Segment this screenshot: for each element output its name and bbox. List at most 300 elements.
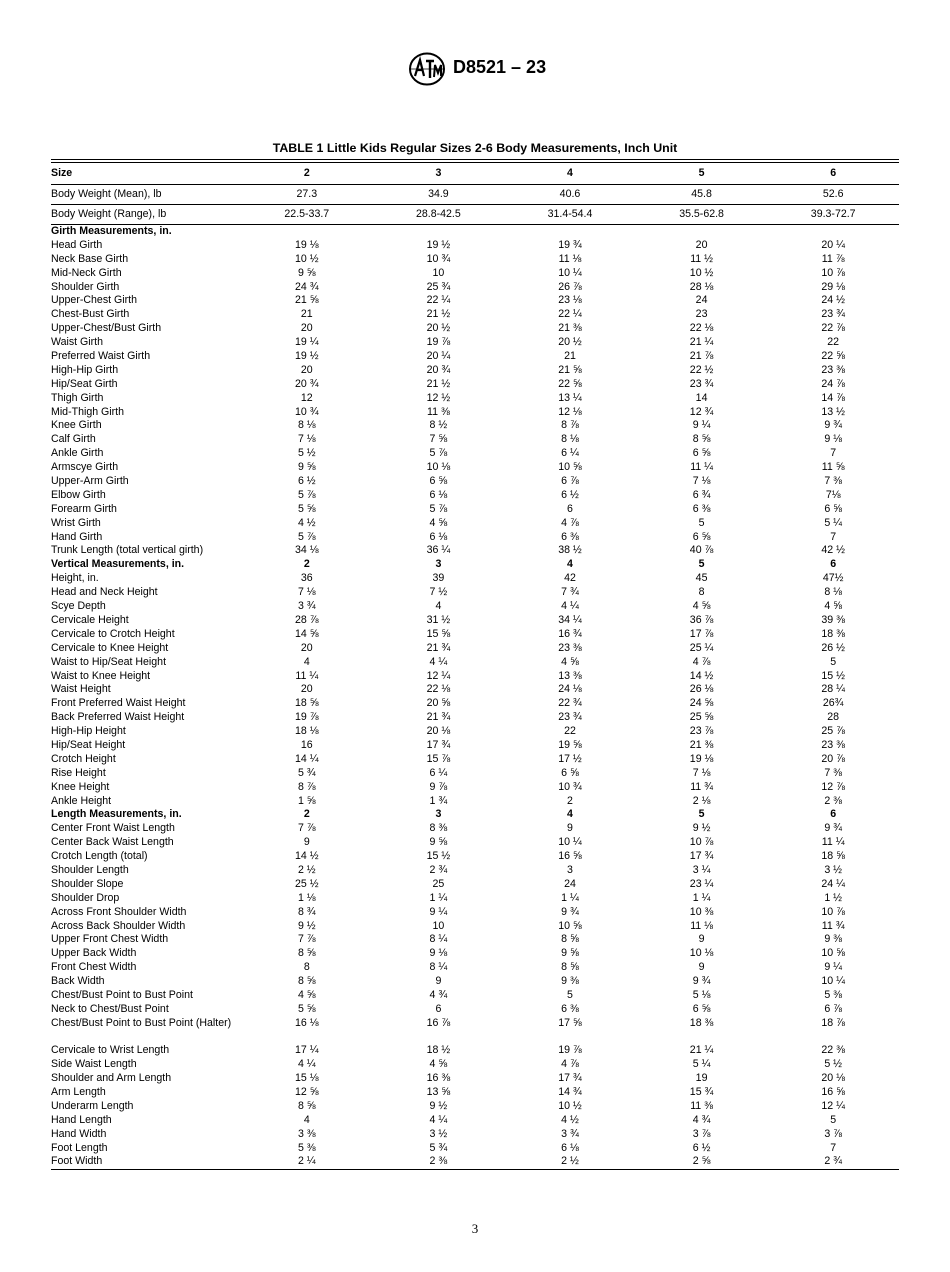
cell-value: 15 ⅝ — [426, 627, 451, 640]
table-row — [51, 503, 899, 517]
document-id: D8521 – 23 — [453, 57, 547, 77]
table-row — [51, 711, 899, 725]
cell-value: 17 ¾ — [558, 1072, 582, 1085]
cell-value: 2 ¾ — [767, 1155, 899, 1169]
cell-value: 9 — [567, 822, 573, 835]
table-row — [51, 205, 899, 225]
cell-value: 9 ⅞ — [429, 780, 448, 793]
cell-value: 21 ¾ — [426, 641, 451, 654]
cell-value: 8 ⅞ — [561, 419, 579, 432]
cell-value: 22 ¾ — [558, 697, 582, 710]
cell-value: 10 ⅜ — [689, 905, 714, 918]
cell-value: 26¾ — [822, 697, 844, 710]
cell-value: 3 — [435, 558, 442, 571]
row-label: Upper-Arm Girth — [51, 475, 129, 488]
cell-value: 4 ⅞ — [561, 516, 579, 529]
cell-value: 1 ⅝ — [297, 794, 316, 807]
table-row — [51, 378, 899, 392]
cell-value: 19 ⅞ — [558, 1044, 582, 1057]
table-row — [51, 1044, 899, 1058]
cell-value: 14 ½ — [689, 669, 714, 682]
row-label: Center Back Waist Length — [51, 836, 174, 849]
table-row — [51, 781, 899, 795]
cell-value: 6 ¼ — [561, 447, 579, 460]
cell-value: 8 ⅝ — [297, 1099, 316, 1112]
cell-value: 5 ½ — [297, 447, 316, 460]
cell-value: 4 ¾ — [692, 1113, 711, 1126]
table-row — [51, 433, 899, 447]
cell-value: 5 ⅞ — [429, 447, 448, 460]
table-row — [51, 1086, 899, 1100]
cell-value: 25 ⅞ — [821, 725, 845, 738]
cell-value: 2 — [303, 808, 310, 821]
table-row — [51, 336, 899, 350]
row-label: Preferred Waist Girth — [51, 350, 151, 363]
table-header-row — [51, 163, 899, 185]
cell-value: 9 ¾ — [692, 975, 711, 988]
cell-value: 38 ½ — [558, 544, 582, 557]
cell-value: 31.4-54.4 — [504, 205, 636, 225]
cell-value: 4 ¼ — [429, 1113, 448, 1126]
row-label: Trunk Length (total vertical girth) — [51, 544, 204, 557]
cell-value: 8 ¼ — [429, 961, 448, 974]
cell-value: 47½ — [822, 572, 844, 585]
cell-value: 8 — [698, 586, 705, 599]
cell-value: 11 ⅜ — [690, 1099, 713, 1112]
cell-value: 20 — [300, 322, 313, 335]
cell-value: 11 ¾ — [821, 919, 845, 932]
cell-value: 6 ½ — [561, 488, 579, 501]
measurements-table — [51, 159, 899, 1170]
table-row — [51, 725, 899, 739]
row-label: Center Front Waist Length — [51, 822, 175, 835]
table-row — [51, 864, 899, 878]
cell-value: 2 ⅝ — [636, 1155, 768, 1169]
row-label: Knee Height — [51, 780, 110, 793]
cell-value: 22 ½ — [689, 363, 714, 376]
row-label: Body Weight (Range), lb — [51, 205, 241, 225]
cell-value: 4 — [567, 558, 573, 571]
cell-value: 9 ⅝ — [429, 836, 448, 849]
cell-value: 23 ¾ — [821, 308, 845, 321]
row-label: Girth Measurements, in. — [51, 225, 172, 237]
cell-value: 9 — [435, 975, 442, 988]
cell-value: 34 ⅛ — [295, 544, 319, 557]
cell-value: 17 ¾ — [426, 738, 451, 751]
cell-value: 10 ⅛ — [426, 461, 451, 474]
cell-value: 4 ⅝ — [429, 516, 448, 529]
cell-value: 6 ⅝ — [561, 766, 579, 779]
cell-value: 6 — [830, 558, 837, 571]
cell-value: 5 — [567, 988, 573, 1001]
cell-value: 11 ⅝ — [821, 461, 845, 474]
cell-value: 4 ⅝ — [561, 655, 579, 668]
cell-value: 24 ⅛ — [558, 683, 582, 696]
cell-value: 25 — [432, 877, 445, 890]
cell-value: 17 ⅝ — [558, 1016, 582, 1029]
cell-value: 16 ⅝ — [558, 850, 582, 863]
cell-value: 20 ½ — [426, 322, 451, 335]
cell-value: 9 ¾ — [561, 905, 579, 918]
cell-value: 22 ⅞ — [821, 322, 845, 335]
cell-value: 42 — [564, 572, 576, 585]
cell-value: 9 ⅝ — [561, 947, 579, 960]
cell-value: 11 ¾ — [690, 780, 713, 793]
cell-value: 31 ½ — [426, 613, 451, 626]
cell-value: 8 ⅝ — [297, 947, 316, 960]
cell-value: 22 ⅝ — [821, 350, 845, 363]
row-label: Back Width — [51, 975, 105, 988]
cell-value: 20 ¼ — [426, 350, 451, 363]
cell-value: 10 ½ — [558, 1099, 582, 1112]
cell-value: 4 ⅝ — [824, 600, 843, 613]
cell-value: 20 — [300, 363, 313, 376]
cell-value: 2 ⅛ — [692, 794, 711, 807]
cell-value: 5 ⅞ — [297, 488, 316, 501]
cell-value: 9 ⅝ — [297, 461, 316, 474]
row-label: Thigh Girth — [51, 391, 104, 404]
cell-value: 1 ¼ — [561, 891, 579, 904]
cell-value: 10 ¾ — [558, 780, 582, 793]
cell-value: 7 ⅞ — [297, 822, 316, 835]
cell-value: 12 ¼ — [426, 669, 451, 682]
row-label: Neck to Chest/Bust Point — [51, 1002, 169, 1015]
table-row — [51, 294, 899, 308]
table-row — [51, 447, 899, 461]
cell-value: 28 ⅞ — [295, 613, 319, 626]
cell-value: 5 ¾ — [297, 766, 316, 779]
row-label: Ankle Girth — [51, 447, 104, 460]
cell-value: 2 — [567, 794, 573, 807]
row-label: High-Hip Height — [51, 725, 126, 738]
cell-value: 27.3 — [241, 185, 373, 205]
cell-value: 8 ¼ — [429, 933, 448, 946]
cell-value: 6 — [567, 502, 573, 515]
cell-value: 24 ⅝ — [689, 697, 714, 710]
row-label: Head and Neck Height — [51, 586, 158, 599]
row-label: Waist Girth — [51, 336, 103, 349]
cell-value: 21 ½ — [426, 377, 451, 390]
cell-value: 20 — [695, 238, 708, 251]
cell-value: 9 ¼ — [429, 905, 448, 918]
cell-value: 36 ¼ — [426, 544, 451, 557]
row-label: Hand Length — [51, 1113, 112, 1126]
cell-value: 21 ⅝ — [558, 363, 582, 376]
cell-value: 24 — [695, 294, 708, 307]
cell-value: 19 ¼ — [295, 336, 319, 349]
cell-value: 5 — [830, 1113, 837, 1126]
row-label: Chest-Bust Girth — [51, 308, 130, 321]
cell-value: 5 ⅜ — [824, 988, 843, 1001]
cell-value: 20 ⅝ — [426, 697, 451, 710]
cell-value: 11 ¼ — [690, 461, 713, 474]
row-label: Across Front Shoulder Width — [51, 905, 187, 918]
cell-value: 4 ½ — [561, 1113, 579, 1126]
cell-value: 36 — [300, 572, 313, 585]
row-label: Underarm Length — [51, 1099, 134, 1112]
cell-value: 10 ⅝ — [821, 947, 845, 960]
cell-value: 28 — [827, 711, 840, 724]
cell-value: 18 ½ — [426, 1044, 451, 1057]
cell-value: 4 ¾ — [429, 988, 448, 1001]
cell-value: 1 ½ — [824, 891, 843, 904]
cell-value: 20 ⅛ — [821, 1072, 845, 1085]
cell-value: 14 ⅞ — [821, 391, 845, 404]
cell-value: 6 ½ — [692, 1141, 711, 1154]
row-label: Armscye Girth — [51, 461, 119, 474]
cell-value: 10 ¾ — [295, 405, 319, 418]
cell-value: 18 ⅜ — [689, 1016, 714, 1029]
cell-value: 16 ⅜ — [426, 1072, 451, 1085]
cell-value: 10 ½ — [689, 266, 714, 279]
row-label: Hand Width — [51, 1127, 107, 1140]
row-label: Body Weight (Mean), lb — [51, 185, 241, 205]
cell-value: 23 ⅜ — [821, 363, 845, 376]
cell-value: 13 ½ — [821, 405, 845, 418]
cell-value: 36 ⅞ — [689, 613, 714, 626]
table-row — [51, 558, 899, 572]
cell-value: 16 ⅛ — [295, 1016, 319, 1029]
table-row — [51, 767, 899, 781]
row-label: Front Chest Width — [51, 961, 137, 974]
cell-value: 5 ⅜ — [297, 1141, 316, 1154]
row-label: Knee Girth — [51, 419, 102, 432]
table-row — [51, 628, 899, 642]
cell-value: 5 — [830, 655, 837, 668]
table-row — [51, 406, 899, 420]
row-label: Forearm Girth — [51, 502, 117, 515]
cell-value: 3 ½ — [429, 1127, 448, 1140]
row-label: Upper Front Chest Width — [51, 933, 169, 946]
cell-value: 4 ⅝ — [692, 600, 711, 613]
cell-value: 42 ½ — [821, 544, 845, 557]
cell-value: 12 ¾ — [689, 405, 714, 418]
cell-value: 25 ¼ — [689, 641, 714, 654]
cell-value: 10 ¼ — [558, 266, 582, 279]
cell-value: 45 — [695, 572, 708, 585]
cell-value: 6 ⅝ — [692, 1002, 711, 1015]
row-label: Neck Base Girth — [51, 252, 129, 265]
cell-value: 1 ⅛ — [297, 891, 316, 904]
row-label: Head Girth — [51, 238, 103, 251]
row-label: Rise Height — [51, 766, 106, 779]
cell-value: 10 ⅞ — [821, 905, 845, 918]
row-label: Waist to Hip/Seat Height — [51, 655, 167, 668]
column-header: Size — [51, 163, 241, 185]
cell-value: 9 ¾ — [824, 822, 843, 835]
cell-value: 39 — [432, 572, 445, 585]
cell-value: 5 — [698, 808, 705, 821]
row-label: Hip/Seat Height — [51, 738, 126, 751]
row-label: Back Preferred Waist Height — [51, 711, 185, 724]
cell-value: 6 ⅜ — [692, 502, 711, 515]
cell-value: 18 ⅞ — [821, 1016, 845, 1029]
cell-value: 10 ¼ — [821, 975, 845, 988]
cell-value: 4 ¼ — [297, 1058, 316, 1071]
table-row — [51, 225, 899, 239]
cell-value: 20 ½ — [558, 336, 582, 349]
cell-value: 9 ⅜ — [561, 975, 579, 988]
cell-value: 6 ¼ — [429, 766, 448, 779]
cell-value: 22 — [564, 725, 576, 738]
cell-value: 4 ⅝ — [297, 988, 316, 1001]
table-row — [51, 461, 899, 475]
cell-value: 7 ⅝ — [429, 433, 448, 446]
cell-value: 7 ⅜ — [824, 766, 843, 779]
cell-value: 24 ½ — [821, 294, 845, 307]
cell-value: 21 ⅜ — [689, 738, 714, 751]
cell-value: 18 ⅝ — [821, 850, 845, 863]
cell-value: 16 ¾ — [558, 627, 582, 640]
cell-value: 9 ½ — [692, 822, 711, 835]
cell-value: 19 ¾ — [558, 238, 582, 251]
cell-value: 4 ¼ — [429, 655, 448, 668]
cell-value: 39 ⅜ — [821, 613, 845, 626]
cell-value: 16 ⅝ — [821, 1085, 845, 1098]
cell-value: 23 ⅜ — [558, 641, 582, 654]
cell-value: 11 ¼ — [295, 669, 319, 682]
cell-value: 11 ⅛ — [558, 252, 582, 265]
cell-value: 8 ¾ — [297, 905, 316, 918]
cell-value: 13 ¼ — [558, 391, 582, 404]
cell-value: 9 ⅛ — [429, 947, 448, 960]
cell-value: 7 ¾ — [561, 586, 579, 599]
cell-value: 2 ¾ — [429, 863, 448, 876]
cell-value: 21 ¼ — [689, 1044, 714, 1057]
cell-value: 26 ⅛ — [689, 683, 714, 696]
cell-value: 3 — [435, 808, 442, 821]
cell-value: 5 — [698, 558, 705, 571]
cell-value: 8 ⅝ — [561, 961, 579, 974]
cell-value: 10 — [432, 919, 445, 932]
cell-value: 22 — [827, 336, 840, 349]
cell-value: 4 — [303, 655, 310, 668]
cell-value: 2 ⅜ — [824, 794, 843, 807]
page-number: 3 — [471, 1221, 479, 1236]
cell-value: 21 ¼ — [689, 336, 714, 349]
cell-value: 10 ¼ — [558, 836, 582, 849]
cell-value: 6 ⅝ — [824, 502, 843, 515]
table-row — [51, 517, 899, 531]
table-row — [51, 795, 899, 809]
cell-value: 22 ⅝ — [558, 377, 582, 390]
cell-value: 9 ½ — [429, 1099, 448, 1112]
cell-value: 19 ⅝ — [558, 738, 582, 751]
cell-value: 20 — [300, 683, 313, 696]
cell-value: 7 ⅛ — [297, 586, 316, 599]
cell-value: 24 — [564, 877, 576, 890]
cell-value: 20 — [300, 641, 313, 654]
cell-value: 14 ⅝ — [295, 627, 319, 640]
cell-value: 6 ⅝ — [692, 530, 711, 543]
cell-value: 19 ½ — [426, 238, 451, 251]
cell-value: 20 ⅞ — [821, 752, 845, 765]
cell-value: 7 — [830, 1141, 837, 1154]
cell-value: 8 ⅛ — [824, 586, 843, 599]
cell-value: 1 ¼ — [429, 891, 448, 904]
cell-value: 34.9 — [373, 185, 505, 205]
cell-value: 22 ⅛ — [426, 683, 451, 696]
table-row — [51, 836, 899, 850]
cell-value — [373, 225, 505, 239]
row-label: Cervicale Height — [51, 613, 129, 626]
cell-value: 11 ¼ — [821, 836, 845, 849]
cell-value: 17 ¾ — [689, 850, 714, 863]
cell-value: 52.6 — [767, 185, 899, 205]
table-row — [51, 1128, 899, 1142]
table-row — [51, 670, 899, 684]
cell-value: 12 ⅛ — [558, 405, 582, 418]
cell-value: 40 ⅞ — [689, 544, 714, 557]
cell-value: 10 ½ — [295, 252, 319, 265]
cell-value: 6 ⅛ — [429, 488, 448, 501]
cell-value: 4 ⅞ — [692, 655, 711, 668]
row-label: Across Back Shoulder Width — [51, 919, 186, 932]
cell-value: 5 ⅝ — [297, 1002, 316, 1015]
cell-value: 4 ⅞ — [561, 1058, 579, 1071]
table-row — [51, 586, 899, 600]
cell-value: 14 ½ — [295, 850, 319, 863]
table-row — [51, 1017, 899, 1045]
cell-value: 7⅛ — [825, 488, 841, 501]
cell-value: 23 ⅞ — [689, 725, 714, 738]
cell-value: 24 ¼ — [821, 877, 845, 890]
table-row — [51, 1072, 899, 1086]
table-row — [51, 808, 899, 822]
table-row — [51, 683, 899, 697]
cell-value: 20 ⅛ — [426, 725, 451, 738]
cell-value: 23 ⅜ — [821, 738, 845, 751]
cell-value: 6 ⅛ — [561, 1141, 579, 1154]
cell-value: 23 ¾ — [558, 711, 582, 724]
cell-value: 6 — [435, 1002, 442, 1015]
cell-value: 8 ½ — [429, 419, 448, 432]
cell-value: 10 ⅞ — [821, 266, 845, 279]
row-label: Shoulder Length — [51, 863, 129, 876]
cell-value: 12 ¼ — [821, 1099, 845, 1112]
cell-value: 25 ½ — [295, 877, 319, 890]
cell-value: 2 — [303, 558, 310, 571]
cell-value: 17 ⅞ — [689, 627, 714, 640]
cell-value: 4 ¼ — [561, 600, 579, 613]
cell-value: 10 ⅝ — [558, 919, 582, 932]
cell-value: 6 ½ — [297, 475, 316, 488]
cell-value: 19 ½ — [295, 350, 319, 363]
table-row — [51, 392, 899, 406]
cell-value: 8 ⅞ — [297, 780, 316, 793]
cell-value: 11 ½ — [690, 252, 713, 265]
table-row — [51, 185, 899, 205]
cell-value: 5 ¼ — [824, 516, 843, 529]
cell-value: 3 ½ — [824, 863, 843, 876]
cell-value: 9 ¼ — [692, 419, 711, 432]
cell-value: 3 ⅜ — [297, 1127, 316, 1140]
table-row — [51, 656, 899, 670]
cell-value: 12 — [300, 391, 313, 404]
table-row — [51, 1142, 899, 1156]
row-label: Side Waist Length — [51, 1058, 137, 1071]
cell-value: 22.5-33.7 — [241, 205, 373, 225]
cell-value: 3 ⅞ — [692, 1127, 711, 1140]
cell-value: 8 ⅛ — [561, 433, 579, 446]
row-label: Shoulder and Arm Length — [51, 1072, 172, 1085]
cell-value — [636, 225, 768, 239]
table-row — [51, 850, 899, 864]
table-row — [51, 364, 899, 378]
row-label: Vertical Measurements, in. — [51, 558, 185, 571]
table-row — [51, 281, 899, 295]
row-label: High-Hip Girth — [51, 363, 119, 376]
